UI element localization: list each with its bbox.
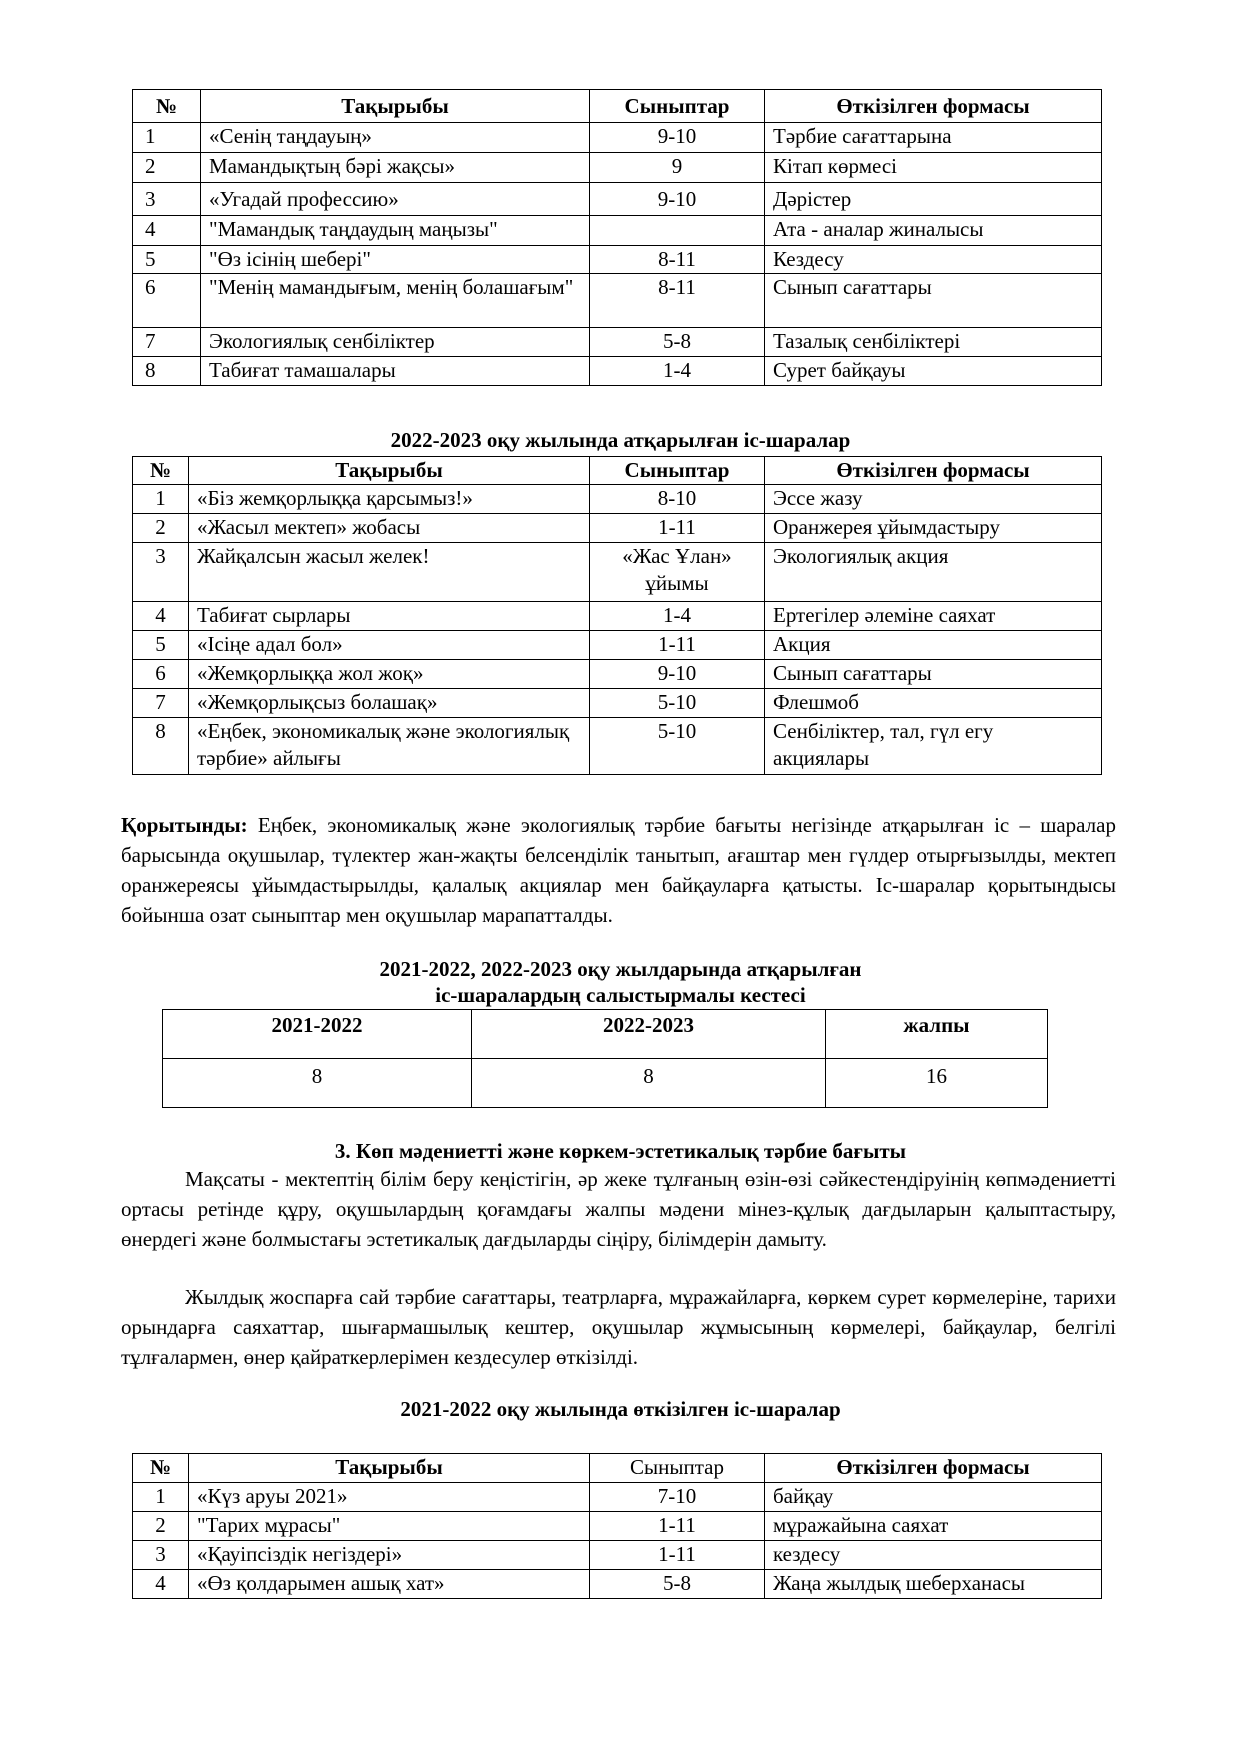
- cell-topic: "Өз ісінің шебері": [201, 246, 590, 274]
- table-row: [133, 1483, 1102, 1512]
- cell-classes: 8-10: [590, 485, 765, 514]
- cell-topic: «Біз жемқорлыққа қарсымыз!»: [189, 485, 590, 514]
- cell-number: 5: [133, 631, 189, 660]
- section-3-goal-paragraph: Мақсаты - мектептің білім беру кеңістігін, әр жеке тұлғаның өзін-өзі сәйкестендіруінің көпмәдениетті ортасы ретінде құру, оқушылардың қоғамдағы жалпы мәдени мінез-құлық дағдыларын қалыптастыру, өнердегі және болмыстағы эстетикалық дағдыларды сіңіру, білімдерін дамыту.: [121, 1167, 1116, 1251]
- col-header-number: №: [133, 457, 189, 485]
- cell-total-count: 16: [826, 1059, 1048, 1108]
- cell-form: Тәрбие сағаттарына: [765, 123, 1102, 153]
- table-row: [133, 718, 1102, 775]
- cell-number: 1: [133, 485, 189, 514]
- table-row: [163, 1059, 1048, 1108]
- col-header-classes: Сыныптар: [590, 1454, 765, 1483]
- cell-classes: 1-11: [590, 1541, 765, 1570]
- cell-topic: «Жасыл мектеп» жобасы: [189, 514, 590, 543]
- cell-form: Ертегілер әлеміне саяхат: [765, 602, 1102, 631]
- col-header-form: Өткізілген формасы: [765, 1454, 1102, 1483]
- activities-table-1: [132, 89, 1102, 386]
- comparison-title-line-2: іс-шаралардың салыстырмалы кестесі: [435, 983, 806, 1007]
- table-row: [133, 357, 1102, 386]
- cell-topic: "Тарих мұрасы": [189, 1512, 590, 1541]
- cell-classes: 9: [590, 153, 765, 183]
- conclusion-paragraph: [121, 810, 1116, 930]
- cell-number: 8: [133, 718, 189, 775]
- table-4-title: 2021-2022 оқу жылында өткізілген іс-шаралар: [400, 1397, 841, 1421]
- col-header-form: Өткізілген формасы: [765, 457, 1102, 485]
- cell-form: байқау: [765, 1483, 1102, 1512]
- cell-2022-2023-count: 8: [472, 1059, 826, 1108]
- cell-topic: Мамандықтың бәрі жақсы»: [201, 153, 590, 183]
- cell-number: 2: [133, 1512, 189, 1541]
- cell-number: 4: [133, 1570, 189, 1599]
- table-row: [133, 631, 1102, 660]
- cell-form: Кітап көрмесі: [765, 153, 1102, 183]
- cell-number: 2: [133, 153, 201, 183]
- cell-number: 7: [133, 689, 189, 718]
- cell-form: Дәрістер: [765, 183, 1102, 216]
- cell-topic: Жайқалсын жасыл желек!: [189, 543, 590, 602]
- cell-number: 8: [133, 357, 201, 386]
- cell-topic: «Ісіңе адал бол»: [189, 631, 590, 660]
- cell-topic: Экологиялық сенбіліктер: [201, 328, 590, 357]
- comparison-title-line-1: 2021-2022, 2022-2023 оқу жылдарында атқарылған: [379, 957, 862, 981]
- cell-topic: «Сенің таңдауың»: [201, 123, 590, 153]
- cell-form: Сурет байқауы: [765, 357, 1102, 386]
- table-2-title: 2022-2023 оқу жылында атқарылған іс-шаралар: [390, 428, 851, 452]
- table-row: [133, 123, 1102, 153]
- cell-number: 4: [133, 602, 189, 631]
- table-row: [133, 543, 1102, 602]
- cell-number: 2: [133, 514, 189, 543]
- cell-2021-2022-count: 8: [163, 1059, 472, 1108]
- cell-classes: 8-11: [590, 246, 765, 274]
- col-header-classes: Сыныптар: [590, 90, 765, 123]
- cell-number: 3: [133, 183, 201, 216]
- cell-number: 7: [133, 328, 201, 357]
- cell-topic: Табиғат сырлары: [189, 602, 590, 631]
- cell-number: 1: [133, 123, 201, 153]
- cell-form: Ата - аналар жиналысы: [765, 216, 1102, 246]
- cell-number: 3: [133, 543, 189, 602]
- cell-number: 1: [133, 1483, 189, 1512]
- cell-number: 4: [133, 216, 201, 246]
- table-row: [133, 274, 1102, 328]
- col-header-number: №: [133, 90, 201, 123]
- cell-form: Эссе жазу: [765, 485, 1102, 514]
- cell-classes: 1-11: [590, 631, 765, 660]
- col-header-form: Өткізілген формасы: [765, 90, 1102, 123]
- table-header-row: [133, 1454, 1102, 1483]
- table-header-row: [163, 1010, 1048, 1059]
- col-header-topic: Тақырыбы: [189, 457, 590, 485]
- table-row: [133, 216, 1102, 246]
- cell-classes: 5-10: [590, 689, 765, 718]
- cell-topic: «Жемқорлыққа жол жоқ»: [189, 660, 590, 689]
- cell-classes: 1-11: [590, 1512, 765, 1541]
- cell-number: 3: [133, 1541, 189, 1570]
- cell-classes: 5-8: [590, 328, 765, 357]
- table-row: [133, 602, 1102, 631]
- cell-topic: «Угадай профессию»: [201, 183, 590, 216]
- conclusion-label: Қорытынды:: [121, 813, 248, 837]
- table-row: [133, 246, 1102, 274]
- col-header-number: №: [133, 1454, 189, 1483]
- table-row: [133, 183, 1102, 216]
- cell-topic: «Жемқорлықсыз болашақ»: [189, 689, 590, 718]
- cell-number: 5: [133, 246, 201, 274]
- section-3-plan-paragraph: Жылдық жоспарға сай тәрбие сағаттары, театрларға, мұражайларға, көркем сурет көрмелеріне, тарихи орындарға саяхаттар, шығармашылық кештер, оқушылар жұмысының көрмелері, байқаулар, белгілі тұлғалармен, өнер қайраткерлерімен кездесулер өткізілді.: [121, 1285, 1116, 1369]
- cell-classes: 5-10: [590, 718, 765, 775]
- col-header-topic: Тақырыбы: [189, 1454, 590, 1483]
- cell-topic: "Мамандық таңдаудың маңызы": [201, 216, 590, 246]
- cell-classes: 1-11: [590, 514, 765, 543]
- cell-form: кездесу: [765, 1541, 1102, 1570]
- cell-number: 6: [133, 274, 201, 328]
- table-row: [133, 689, 1102, 718]
- table-row: [133, 485, 1102, 514]
- cell-topic: «Өз қолдарымен ашық хат»: [189, 1570, 590, 1599]
- cell-topic: «Еңбек, экономикалық және экологиялық тәрбие» айлығы: [189, 718, 590, 775]
- cell-classes: 7-10: [590, 1483, 765, 1512]
- cell-classes: «Жас Ұлан» ұйымы: [590, 543, 765, 602]
- cell-topic: "Менің мамандығым, менің болашағым": [201, 274, 590, 328]
- cell-classes: 9-10: [590, 123, 765, 153]
- conclusion-text: Еңбек, экономикалық және экологиялық тәрбие бағыты негізінде атқарылған іс – шаралар барысында оқушылар, түлектер жан-жақты белсенділік танытып, ағаштар мен гүлдер отырғызылды, мектеп оранжереясы ұйымдастырылды, қалалық акциялар мен байқауларға қатысты. Іс-шаралар қорытындысы бойынша озат сыныптар мен оқушылар марапатталды.: [121, 813, 1116, 927]
- col-header-total: жалпы: [826, 1010, 1048, 1059]
- col-header-2021-2022: 2021-2022: [163, 1010, 472, 1059]
- cell-topic: Табиғат тамашалары: [201, 357, 590, 386]
- cell-classes: 9-10: [590, 183, 765, 216]
- table-row: [133, 514, 1102, 543]
- activities-table-2021-2022: [132, 1453, 1102, 1599]
- table-header-row: [133, 90, 1102, 123]
- cell-form: Акция: [765, 631, 1102, 660]
- cell-classes: 1-4: [590, 602, 765, 631]
- table-row: [133, 328, 1102, 357]
- table-row: [133, 1512, 1102, 1541]
- table-row: [133, 1570, 1102, 1599]
- col-header-topic: Тақырыбы: [201, 90, 590, 123]
- table-row: [133, 1541, 1102, 1570]
- table-header-row: [133, 457, 1102, 485]
- cell-form: Оранжерея ұйымдастыру: [765, 514, 1102, 543]
- cell-form: Сынып сағаттары: [765, 660, 1102, 689]
- table-row: [133, 153, 1102, 183]
- section-3-heading: 3. Көп мәдениетті және көркем-эстетикалық тәрбие бағыты: [334, 1139, 907, 1163]
- cell-form: мұражайына саяхат: [765, 1512, 1102, 1541]
- cell-classes: 8-11: [590, 274, 765, 328]
- cell-form: Тазалық сенбіліктері: [765, 328, 1102, 357]
- activities-table-2022-2023: [132, 456, 1102, 775]
- cell-classes: [590, 216, 765, 246]
- cell-classes: 9-10: [590, 660, 765, 689]
- comparison-table: [162, 1009, 1048, 1108]
- col-header-classes: Сыныптар: [590, 457, 765, 485]
- col-header-2022-2023: 2022-2023: [472, 1010, 826, 1059]
- cell-form: Жаңа жылдық шеберханасы: [765, 1570, 1102, 1599]
- table-row: [133, 660, 1102, 689]
- cell-number: 6: [133, 660, 189, 689]
- cell-topic: «Қауіпсіздік негіздері»: [189, 1541, 590, 1570]
- cell-form: Сынып сағаттары: [765, 274, 1102, 328]
- cell-classes: 5-8: [590, 1570, 765, 1599]
- cell-topic: «Күз аруы 2021»: [189, 1483, 590, 1512]
- cell-form: Кездесу: [765, 246, 1102, 274]
- cell-form: Флешмоб: [765, 689, 1102, 718]
- cell-form: Сенбіліктер, тал, гүл егу акциялары: [765, 718, 1102, 775]
- cell-classes: 1-4: [590, 357, 765, 386]
- cell-form: Экологиялық акция: [765, 543, 1102, 602]
